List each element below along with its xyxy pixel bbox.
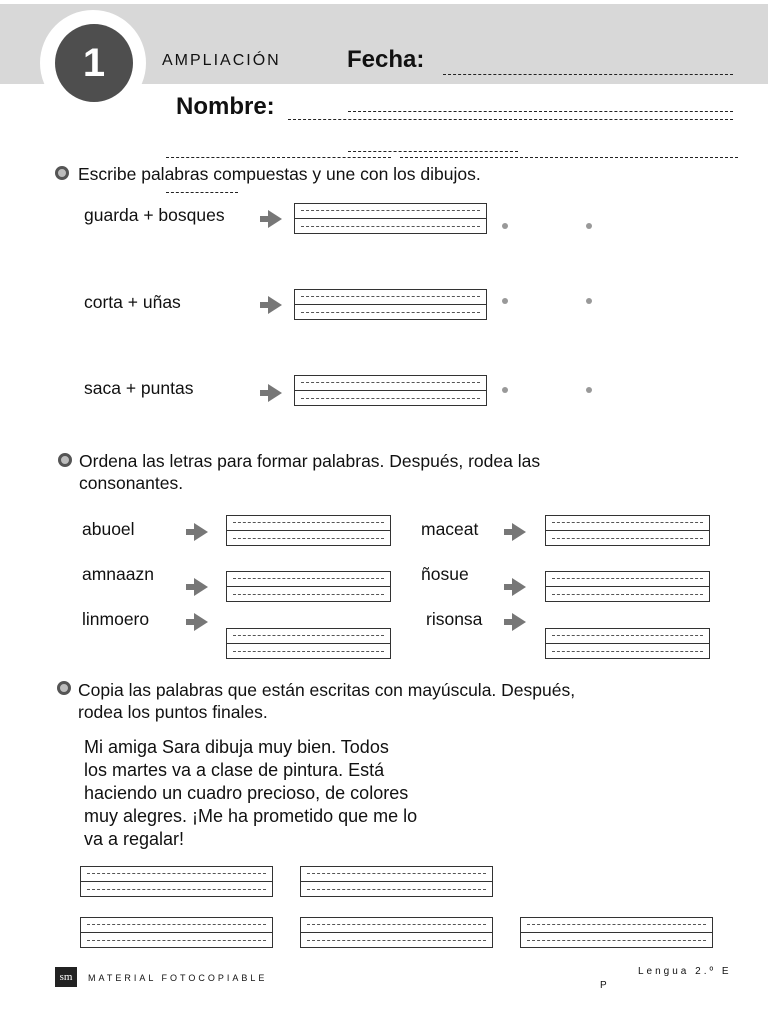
name-line[interactable] [288, 119, 733, 120]
scrambled-word: maceat [421, 519, 479, 539]
exercise-2-instruction-line2: consonantes. [79, 473, 184, 493]
writing-lines[interactable] [300, 866, 493, 897]
scrambled-word: risonsa [426, 609, 483, 629]
exercise-2-instruction-line1: Ordena las letras para formar palabras. Después, rodea las [79, 451, 541, 471]
date-line[interactable] [443, 74, 733, 75]
scrambled-word: amnaazn [82, 564, 154, 584]
scrambled-word: abuoel [82, 519, 135, 539]
exercise-3-instruction-line2: rodea los puntos finales. [78, 702, 268, 722]
writing-lines[interactable] [300, 917, 493, 948]
passage-line: Mi amiga Sara dibuja muy bien. Todos [84, 737, 389, 757]
name-line-overlay [348, 111, 733, 112]
footer-page-mark: P [600, 980, 607, 991]
compound-item-1: guarda + bosques [84, 205, 225, 225]
connect-dot[interactable] [502, 298, 508, 304]
writing-lines[interactable] [545, 571, 710, 602]
writing-lines[interactable] [226, 571, 391, 602]
footer-left-text: MATERIAL FOTOCOPIABLE [88, 973, 268, 983]
name-label: Nombre: [176, 93, 275, 120]
exercise-bullet [58, 453, 72, 467]
name-line-2-overlay [348, 151, 518, 152]
passage-line: va a regalar! [84, 829, 185, 849]
footer-right-text: Lengua 2.º E [638, 966, 732, 977]
writing-lines[interactable] [545, 628, 710, 659]
passage-line: haciendo un cuadro precioso, de colores [84, 783, 409, 803]
exercise-bullet [55, 166, 69, 180]
unit-label: AMPLIACIÓN [162, 52, 281, 69]
publisher-logo: sm [55, 967, 77, 987]
exercise-bullet [57, 681, 71, 695]
writing-lines[interactable] [80, 917, 273, 948]
date-label: Fecha: [347, 46, 425, 73]
scrambled-word: ñosue [421, 564, 469, 584]
passage-line: los martes va a clase de pintura. Está [84, 760, 385, 780]
name-line-4 [166, 192, 238, 193]
writing-lines[interactable] [520, 917, 713, 948]
unit-number-badge: 1 [55, 24, 133, 102]
name-line-3[interactable] [400, 157, 738, 158]
exercise-3-instruction-line1: Copia las palabras que están escritas con mayúscula. Después, [78, 680, 576, 700]
writing-lines[interactable] [80, 866, 273, 897]
scrambled-word: linmoero [82, 609, 150, 629]
connect-dot[interactable] [502, 387, 508, 393]
writing-lines[interactable] [545, 515, 710, 546]
writing-lines[interactable] [294, 375, 487, 406]
connect-dot[interactable] [586, 387, 592, 393]
name-line-2[interactable] [166, 157, 391, 158]
compound-item-3: saca + puntas [84, 378, 194, 398]
compound-item-2: corta + uñas [84, 292, 181, 312]
exercise-1-instruction: Escribe palabras compuestas y une con los dibujos. [78, 164, 481, 184]
writing-lines[interactable] [294, 289, 487, 320]
connect-dot[interactable] [586, 223, 592, 229]
writing-lines[interactable] [226, 628, 391, 659]
writing-lines[interactable] [294, 203, 487, 234]
reading-passage [84, 736, 417, 851]
writing-lines[interactable] [226, 515, 391, 546]
passage-line: muy alegres. ¡Me ha prometido que me lo [84, 806, 418, 826]
connect-dot[interactable] [502, 223, 508, 229]
connect-dot[interactable] [586, 298, 592, 304]
